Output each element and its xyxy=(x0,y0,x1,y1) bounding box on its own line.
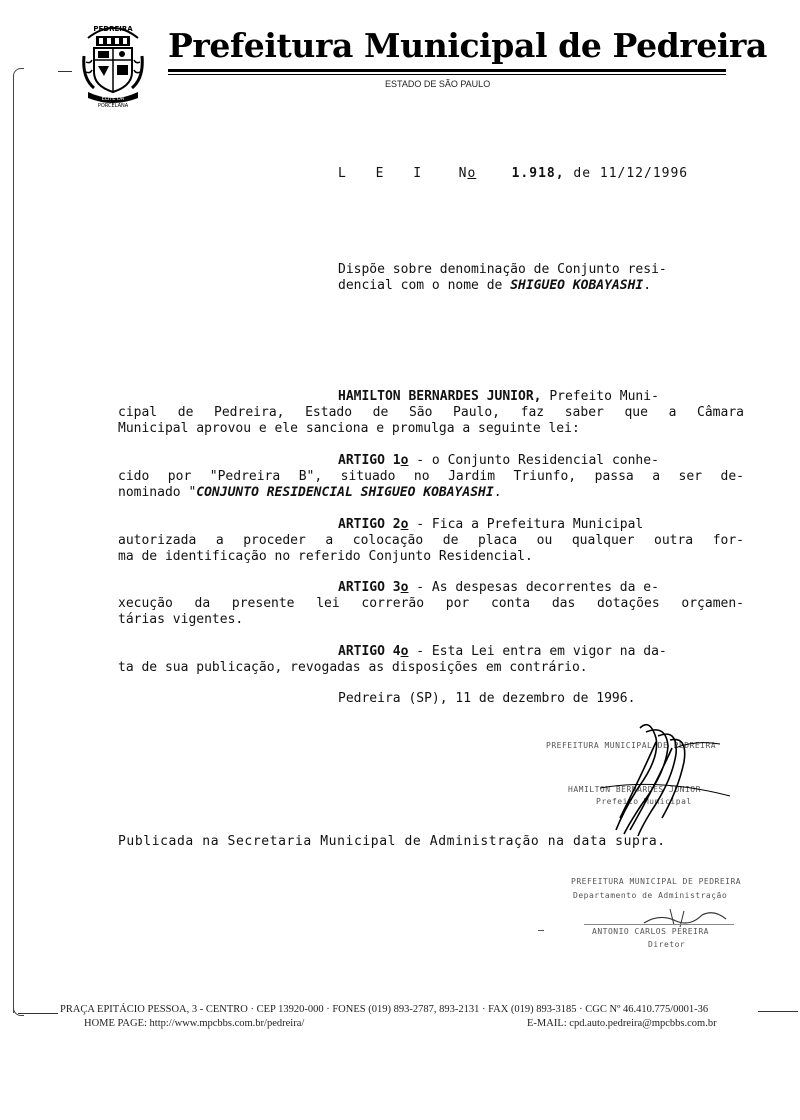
article-1-line-1 xyxy=(338,453,659,469)
article-3-line-1 xyxy=(338,580,659,596)
preamble-line-2: cipal de Pedreira, Estado de São Paulo, faz saber que a Câmara xyxy=(118,405,744,420)
article-1-line-3 xyxy=(118,485,502,501)
article-2-line-2: autorizada a proceder a colocação de placa ou qualquer outra for- xyxy=(118,533,744,548)
article-3-label: ARTIGO 3 xyxy=(338,580,401,595)
mayor-name: HAMILTON BERNARDES JUNIOR, xyxy=(338,389,542,404)
pub-stamp-line-3: ANTONIO CARLOS PEREIRA xyxy=(592,927,709,936)
ementa-line-1: Dispõe sobre denominação de Conjunto resi- xyxy=(338,262,667,277)
article-1-line-3-suffix: . xyxy=(493,485,502,500)
article-4-text: - Esta Lei entra em vigor na da- xyxy=(416,644,667,659)
article-1-line-2: cido por "Pedreira B", situado no Jardim Triunfo, passa a ser de- xyxy=(118,469,744,484)
law-date: de 11/12/1996 xyxy=(573,166,689,181)
pub-signature xyxy=(640,905,730,929)
article-3-suffix: o xyxy=(400,580,409,595)
preamble-line-1-rest: Prefeito Muni- xyxy=(549,389,659,404)
law-heading xyxy=(338,166,688,181)
state-subtitle: ESTADO DE SÃO PAULO xyxy=(385,79,491,89)
pub-stamp-line-2: Departamento de Administração xyxy=(573,891,728,900)
header-rule xyxy=(168,69,726,72)
article-1-conjunto-name: CONJUNTO RESIDENCIAL SHIGUEO KOBAYASHI xyxy=(196,485,494,500)
preamble-line-3: Municipal aprovou e ele sanciona e promulga a seguinte lei: xyxy=(118,421,580,436)
date-place: Pedreira (SP), 11 de dezembro de 1996. xyxy=(338,691,636,706)
law-number-label: N xyxy=(458,166,468,181)
preamble-line-1 xyxy=(338,389,659,405)
mayor-stamp-line-1: PREFEITURA MUNICIPAL DE PEDREIRA xyxy=(546,741,717,750)
article-1-line-3-prefix: nominado " xyxy=(118,485,197,500)
ementa-honoree-name: SHIGUEO KOBAYASHI xyxy=(510,278,644,293)
header-dash xyxy=(58,71,72,72)
article-4-line-2: ta de sua publicação, revogadas as disposições em contrário. xyxy=(118,660,588,675)
ementa-line-2 xyxy=(338,278,651,294)
crest-motto-1: ELITE DA xyxy=(101,96,125,102)
header-rule-thin xyxy=(168,74,726,75)
mayor-stamp-line-3: Prefeito Municipal xyxy=(596,797,692,806)
crest-top-text: PEDREIRA xyxy=(93,25,133,33)
article-4-line-1 xyxy=(338,644,667,660)
article-2-line-1 xyxy=(338,517,643,533)
article-2-line-3: ma de identificação no referido Conjunto Residencial. xyxy=(118,549,533,564)
article-3-line-2: xecução da presente lei correrão por conta das dotações orçamen- xyxy=(118,596,744,611)
pub-stamp-tick xyxy=(538,930,544,931)
left-border-curl-top xyxy=(13,68,24,79)
article-2-suffix: o xyxy=(400,517,409,532)
article-2-label: ARTIGO 2 xyxy=(338,517,401,532)
article-1-label: ARTIGO 1 xyxy=(338,453,401,468)
ementa-line-2-suffix: . xyxy=(643,278,652,293)
left-border-curl-bottom xyxy=(13,1005,24,1016)
pub-stamp-line-4: Diretor xyxy=(648,940,686,949)
footer-email: E-MAIL: cpd.auto.pedreira@mpcbbs.com.br xyxy=(527,1018,717,1029)
mayor-signature xyxy=(580,718,740,838)
pub-stamp-rule xyxy=(584,924,734,925)
footer-homepage: HOME PAGE: http://www.mpcbbs.com.br/pedreira/ xyxy=(84,1018,305,1029)
law-label: L E I xyxy=(338,166,433,181)
article-1-text: - o Conjunto Residencial conhe- xyxy=(416,453,659,468)
article-2-text: - Fica a Prefeitura Municipal xyxy=(416,517,644,532)
article-3-line-3: tárias vigentes. xyxy=(118,612,244,627)
footer-rule-left xyxy=(18,1013,58,1014)
municipal-crest-icon xyxy=(80,16,146,108)
pub-stamp-line-1: PREFEITURA MUNICIPAL DE PEDREIRA xyxy=(571,877,742,886)
crest-motto-2: PORCELANA xyxy=(97,103,129,108)
publication-note: Publicada na Secretaria Municipal de Administração na data supra. xyxy=(118,834,666,849)
footer-rule-right xyxy=(758,1011,798,1012)
article-3-text: - As despesas decorrentes da e- xyxy=(416,580,659,595)
law-number-suffix: o xyxy=(467,166,477,181)
mayor-stamp-line-2: HAMILTON BERNARDES JUNIOR xyxy=(568,785,701,794)
law-number: 1.918, xyxy=(511,166,565,181)
article-4-suffix: o xyxy=(400,644,409,659)
ementa-line-2-prefix: dencial com o nome de xyxy=(338,278,511,293)
left-border xyxy=(13,75,14,1013)
article-1-suffix: o xyxy=(400,453,409,468)
article-4-label: ARTIGO 4 xyxy=(338,644,401,659)
page-title: Prefeitura Municipal de Pedreira xyxy=(168,26,768,65)
footer-address: PRAÇA EPITÁCIO PESSOA, 3 - CENTRO · CEP 13920-000 · FONES (019) 893-2787, 893-2131 · FAX (019) 893-3185 · CGC Nº 46.410.775/0001-36 xyxy=(60,1004,709,1015)
